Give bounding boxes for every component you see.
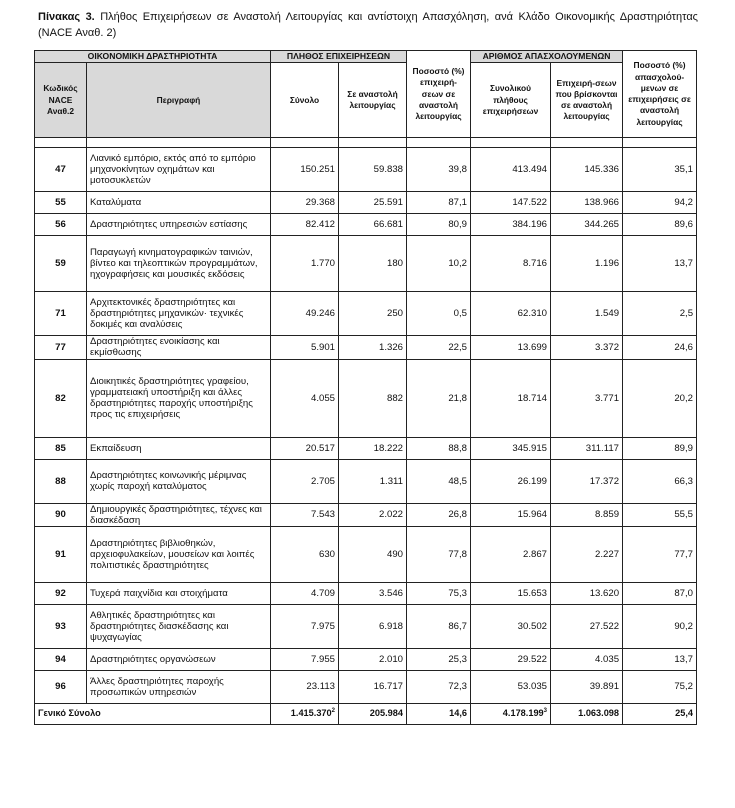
cell-pct-suspended: 80,9 (407, 214, 471, 236)
table-row (35, 605, 697, 649)
cell-emp-total: 62.310 (471, 292, 551, 336)
cell-emp-suspended: 3.771 (551, 359, 623, 437)
cell-description: Καταλύματα (87, 192, 271, 214)
cell-description: Λιανικό εμπόριο, εκτός από το εμπόριο μηχανοκίνητων οχημάτων και μοτοσυκλετών (87, 148, 271, 192)
cell-nace-code: 96 (35, 671, 87, 704)
cell-description: Αρχιτεκτονικές δραστηριότητες και δραστηριότητες μηχανικών· τεχνικές δοκιμές και αναλύσεις (87, 292, 271, 336)
cell-nace-code: 94 (35, 649, 87, 671)
cell-total: 82.412 (271, 214, 339, 236)
cell-pct-suspended: 0,5 (407, 292, 471, 336)
cell-emp-pct: 24,6 (623, 336, 697, 359)
cell-description: Δραστηριότητες οργανώσεων (87, 649, 271, 671)
cell-nace-code: 82 (35, 359, 87, 437)
cell-emp-pct: 89,6 (623, 214, 697, 236)
header-total: Σύνολο (271, 63, 339, 138)
table-row (35, 671, 697, 704)
cell-nace-code: 92 (35, 583, 87, 605)
header-activity: ΟΙΚΟΝΟΜΙΚΗ ΔΡΑΣΤΗΡΙΟΤΗΤΑ (35, 51, 271, 63)
cell-total: 1.770 (271, 236, 339, 292)
header-row-columns (35, 63, 697, 138)
header-row-groups (35, 51, 697, 63)
cell-pct-suspended: 26,8 (407, 503, 471, 526)
cell-emp-suspended: 145.336 (551, 148, 623, 192)
grand-total-row (35, 704, 697, 725)
cell-pct-suspended: 72,3 (407, 671, 471, 704)
cell-pct-suspended: 86,7 (407, 605, 471, 649)
footnote-mark: 3 (543, 708, 548, 715)
cell-total: 29.368 (271, 192, 339, 214)
cell-emp-pct: 20,2 (623, 359, 697, 437)
cell-emp-pct: 90,2 (623, 605, 697, 649)
header-enterprises: ΠΛΗΘΟΣ ΕΠΙΧΕΙΡΗΣΕΩΝ (271, 51, 407, 63)
cell-emp-total: 147.522 (471, 192, 551, 214)
cell-pct-suspended: 75,3 (407, 583, 471, 605)
cell-pct-suspended: 39,8 (407, 148, 471, 192)
cell-nace-code: 88 (35, 459, 87, 503)
cell-suspended: 250 (339, 292, 407, 336)
cell-emp-pct: 94,2 (623, 192, 697, 214)
cell-suspended: 16.717 (339, 671, 407, 704)
cell-emp-total: 345.915 (471, 437, 551, 459)
cell-emp-pct: 87,0 (623, 583, 697, 605)
table-row (35, 359, 697, 437)
cell-pct-suspended: 48,5 (407, 459, 471, 503)
cell-suspended: 3.546 (339, 583, 407, 605)
cell-suspended: 6.918 (339, 605, 407, 649)
table-row (35, 459, 697, 503)
cell-nace-code: 90 (35, 503, 87, 526)
grand-total-total: 1.415.370$^2$ (271, 704, 339, 725)
table-row (35, 649, 697, 671)
table-row (35, 336, 697, 359)
cell-emp-suspended: 4.035 (551, 649, 623, 671)
cell-emp-pct: 2,5 (623, 292, 697, 336)
cell-description: Δραστηριότητες υπηρεσιών εστίασης (87, 214, 271, 236)
cell-nace-code: 56 (35, 214, 87, 236)
cell-emp-total: 15.653 (471, 583, 551, 605)
cell-total: 4.055 (271, 359, 339, 437)
spacer-row (35, 138, 697, 148)
cell-suspended: 66.681 (339, 214, 407, 236)
grand-total-label: Γενικό Σύνολο (35, 704, 271, 725)
header-emp-suspended: Επιχειρή-σεων που βρίσκονται σε αναστολή λειτουργίας (551, 63, 623, 138)
cell-suspended: 180 (339, 236, 407, 292)
grand-total-emp-pct: 25,4 (623, 704, 697, 725)
cell-nace-code: 93 (35, 605, 87, 649)
caption-text: Πλήθος Επιχειρήσεων σε Αναστολή Λειτουργίας και αντίστοιχη Απασχόληση, ανά Κλάδο Οικονομικής Δραστηριότητας (NACE Αναθ. 2) (38, 11, 698, 39)
cell-emp-total: 8.716 (471, 236, 551, 292)
cell-emp-suspended: 2.227 (551, 527, 623, 583)
cell-description: Δραστηριότητες ενοικίασης και εκμίσθωσης (87, 336, 271, 359)
cell-description: Τυχερά παιχνίδια και στοιχήματα (87, 583, 271, 605)
cell-emp-suspended: 3.372 (551, 336, 623, 359)
cell-emp-pct: 35,1 (623, 148, 697, 192)
cell-emp-total: 53.035 (471, 671, 551, 704)
cell-description: Δημιουργικές δραστηριότητες, τέχνες και διασκέδαση (87, 503, 271, 526)
cell-description: Διοικητικές δραστηριότητες γραφείου, γραμματειακή υποστήριξη και άλλες δραστηριότητες παροχής υποστήριξης προς τις επιχειρήσεις (87, 359, 271, 437)
header-pct-enterprises: Ποσοστό (%) επιχειρή-σεων σε αναστολή λειτουργίας (407, 51, 471, 138)
cell-description: Παραγωγή κινηματογραφικών ταινιών, βίντεο και τηλεοπτικών προγραμμάτων, ηχογραφήσεις και μουσικές εκδόσεις (87, 236, 271, 292)
cell-emp-suspended: 138.966 (551, 192, 623, 214)
cell-emp-suspended: 1.549 (551, 292, 623, 336)
header-description: Περιγραφή (87, 63, 271, 138)
cell-total: 23.113 (271, 671, 339, 704)
cell-pct-suspended: 77,8 (407, 527, 471, 583)
grand-total-pct: 14,6 (407, 704, 471, 725)
cell-pct-suspended: 10,2 (407, 236, 471, 292)
cell-total: 7.955 (271, 649, 339, 671)
cell-suspended: 2.010 (339, 649, 407, 671)
cell-total: 2.705 (271, 459, 339, 503)
cell-emp-total: 18.714 (471, 359, 551, 437)
cell-nace-code: 77 (35, 336, 87, 359)
table-row (35, 437, 697, 459)
cell-emp-suspended: 8.859 (551, 503, 623, 526)
cell-nace-code: 59 (35, 236, 87, 292)
cell-emp-suspended: 344.265 (551, 214, 623, 236)
header-code: Κωδικός NACE Αναθ.2 (35, 63, 87, 138)
cell-pct-suspended: 88,8 (407, 437, 471, 459)
cell-description: Αθλητικές δραστηριότητες και δραστηριότητες διασκέδασης και ψυχαγωγίας (87, 605, 271, 649)
cell-emp-suspended: 311.117 (551, 437, 623, 459)
cell-total: 5.901 (271, 336, 339, 359)
cell-description: Δραστηριότητες κοινωνικής μέριμνας χωρίς παροχή καταλύματος (87, 459, 271, 503)
cell-emp-total: 15.964 (471, 503, 551, 526)
header-pct-employees: Ποσοστό (%) απασχολού-μενων σε επιχειρήσεις σε αναστολή λειτουργίας (623, 51, 697, 138)
cell-suspended: 1.326 (339, 336, 407, 359)
enterprises-table (34, 50, 697, 725)
cell-nace-code: 71 (35, 292, 87, 336)
grand-total-emp-total: 4.178.199$^3$ (471, 704, 551, 725)
cell-total: 4.709 (271, 583, 339, 605)
cell-nace-code: 47 (35, 148, 87, 192)
cell-description: Δραστηριότητες βιβλιοθηκών, αρχειοφυλακείων, μουσείων και λοιπές πολιτιστικές δραστηριότητες (87, 527, 271, 583)
cell-total: 7.543 (271, 503, 339, 526)
cell-total: 20.517 (271, 437, 339, 459)
header-employees: ΑΡΙΘΜΟΣ ΑΠΑΣΧΟΛΟΥΜΕΝΩΝ (471, 51, 623, 63)
cell-suspended: 25.591 (339, 192, 407, 214)
table-row (35, 503, 697, 526)
cell-emp-pct: 13,7 (623, 236, 697, 292)
cell-suspended: 882 (339, 359, 407, 437)
cell-emp-suspended: 17.372 (551, 459, 623, 503)
cell-emp-total: 26.199 (471, 459, 551, 503)
cell-emp-total: 30.502 (471, 605, 551, 649)
table-caption (38, 9, 698, 41)
cell-emp-pct: 66,3 (623, 459, 697, 503)
cell-emp-pct: 55,5 (623, 503, 697, 526)
grand-total-suspended: 205.984 (339, 704, 407, 725)
cell-emp-pct: 89,9 (623, 437, 697, 459)
cell-pct-suspended: 22,5 (407, 336, 471, 359)
header-emp-total: Συνολικού πλήθους επιχειρήσεων (471, 63, 551, 138)
cell-total: 150.251 (271, 148, 339, 192)
cell-nace-code: 55 (35, 192, 87, 214)
cell-pct-suspended: 25,3 (407, 649, 471, 671)
cell-emp-total: 2.867 (471, 527, 551, 583)
cell-total: 49.246 (271, 292, 339, 336)
table-row (35, 192, 697, 214)
cell-emp-suspended: 39.891 (551, 671, 623, 704)
grand-total-emp-suspended: 1.063.098 (551, 704, 623, 725)
cell-emp-suspended: 13.620 (551, 583, 623, 605)
cell-suspended: 490 (339, 527, 407, 583)
cell-emp-total: 13.699 (471, 336, 551, 359)
cell-emp-pct: 77,7 (623, 527, 697, 583)
cell-total: 630 (271, 527, 339, 583)
cell-nace-code: 85 (35, 437, 87, 459)
cell-emp-total: 413.494 (471, 148, 551, 192)
cell-total: 7.975 (271, 605, 339, 649)
table-row (35, 583, 697, 605)
cell-description: Εκπαίδευση (87, 437, 271, 459)
footnote-mark: 2 (331, 708, 335, 715)
cell-nace-code: 91 (35, 527, 87, 583)
cell-description: Άλλες δραστηριότητες παροχής προσωπικών υπηρεσιών (87, 671, 271, 704)
table-row (35, 236, 697, 292)
cell-emp-suspended: 27.522 (551, 605, 623, 649)
cell-emp-suspended: 1.196 (551, 236, 623, 292)
table-row (35, 148, 697, 192)
table-body (35, 138, 697, 704)
cell-suspended: 18.222 (339, 437, 407, 459)
cell-suspended: 1.311 (339, 459, 407, 503)
table-row (35, 292, 697, 336)
table-row (35, 214, 697, 236)
cell-emp-total: 29.522 (471, 649, 551, 671)
cell-emp-pct: 13,7 (623, 649, 697, 671)
cell-suspended: 59.838 (339, 148, 407, 192)
caption-label: Πίνακας 3. (38, 11, 95, 23)
cell-suspended: 2.022 (339, 503, 407, 526)
header-suspended: Σε αναστολή λειτουργίας (339, 63, 407, 138)
cell-pct-suspended: 87,1 (407, 192, 471, 214)
cell-emp-pct: 75,2 (623, 671, 697, 704)
table-row (35, 527, 697, 583)
cell-pct-suspended: 21,8 (407, 359, 471, 437)
cell-emp-total: 384.196 (471, 214, 551, 236)
